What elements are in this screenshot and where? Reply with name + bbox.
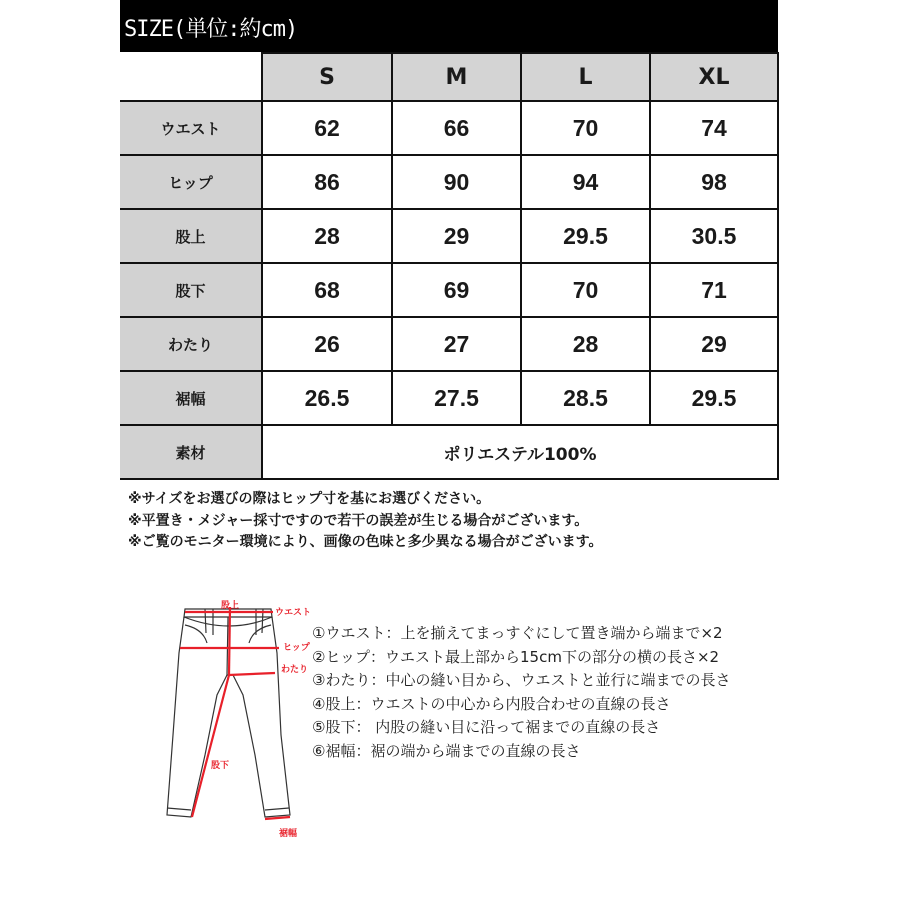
cell-value: 90 [392,155,521,209]
cell-value: 62 [262,101,392,155]
row-label: 裾幅 [120,371,262,425]
table-row-material [120,425,778,479]
legend-item-thigh: ③わたり：中心の縫い目から、ウエストと並行に端までの長さ [312,671,731,689]
size-header-row [120,53,778,101]
cell-value: 86 [262,155,392,209]
cell-value: 27 [392,317,521,371]
note-line: ※平置き・メジャー採寸ですので若干の誤差が生じる場合がございます。 [128,512,589,529]
size-chart-title-bar [120,0,778,52]
material-value: ポリエステル100% [262,425,778,479]
size-col-l: L [521,53,650,101]
cell-value: 28.5 [521,371,650,425]
diagram-label-waist: ウエスト [275,608,312,618]
table-row-waist [120,101,778,155]
cell-value: 29.5 [521,209,650,263]
note-line: ※サイズをお選びの際はヒップ寸を基にお選びください。 [128,491,491,507]
size-col-s: S [262,53,392,101]
size-col-xl: XL [650,53,778,101]
cell-value: 74 [650,101,778,155]
cell-value: 69 [392,263,521,317]
cell-value: 94 [521,155,650,209]
cell-value: 28 [521,317,650,371]
size-table [120,52,779,480]
diagram-label-hip: ヒップ [283,643,310,653]
cell-value: 70 [521,263,650,317]
cell-value: 29 [392,209,521,263]
cell-value: 30.5 [650,209,778,263]
diagram-label-inseam: 股下 [211,761,230,771]
note-line: ※ご覧のモニター環境により、画像の色味と多少異なる場合がございます。 [128,534,603,550]
measurement-legend [312,622,730,763]
row-label: 股上 [120,209,262,263]
diagram-label-hem: 裾幅 [279,829,298,839]
table-row-thigh [120,317,778,371]
cell-value: 29.5 [650,371,778,425]
row-label: 素材 [120,425,262,479]
row-label: わたり [120,317,262,371]
size-col-m: M [392,53,521,101]
table-row-rise [120,209,778,263]
cell-value: 28 [262,209,392,263]
diagram-label-thigh: わたり [281,665,309,675]
cell-value: 70 [521,101,650,155]
cell-value: 68 [262,263,392,317]
size-notes [128,489,603,554]
row-label: ウエスト [120,101,262,155]
legend-item-rise: ④股上：ウエストの中心から内股合わせの直線の長さ [312,694,671,713]
legend-item-inseam: ⑤股下： 内股の縫い目に沿って裾までの直線の長さ [312,718,661,736]
legend-item-waist: ①ウエスト：上を揃えてまっすぐにして置き端から端まで×2 [312,624,723,642]
legend-item-hip: ②ヒップ：ウエスト最上部から15cm下の部分の横の長さ×2 [312,647,720,666]
pants-measurement-diagram [155,595,325,840]
row-label: 股下 [120,263,262,317]
row-label: ヒップ [120,155,262,209]
cell-value: 26.5 [262,371,392,425]
cell-value: 27.5 [392,371,521,425]
cell-value: 26 [262,317,392,371]
cell-value: 98 [650,155,778,209]
size-chart-title: SIZE(単位:約cm) [124,17,298,42]
legend-item-hem: ⑥裾幅：裾の端から端までの直線の長さ [312,741,581,760]
corner-cell [120,53,262,101]
cell-value: 66 [392,101,521,155]
cell-value: 71 [650,263,778,317]
table-row-hip [120,155,778,209]
table-row-inseam [120,263,778,317]
pants-outline-icon [155,595,325,840]
diagram-label-rise: 股上 [221,601,240,611]
table-row-hem [120,371,778,425]
cell-value: 29 [650,317,778,371]
